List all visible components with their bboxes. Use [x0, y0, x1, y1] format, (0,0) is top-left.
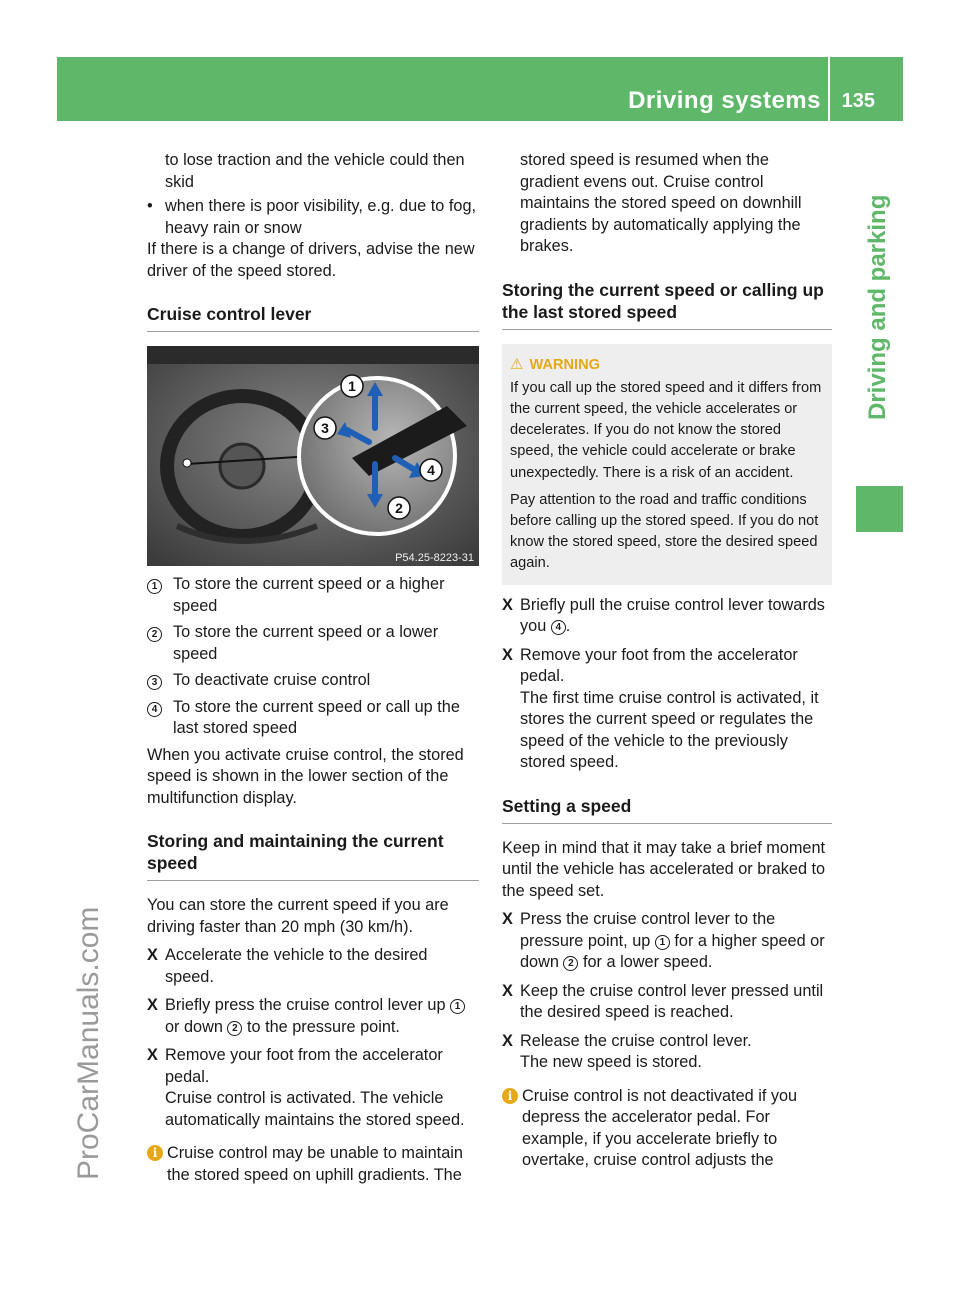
step-text: Briefly press the cruise control lever up [165, 996, 451, 1014]
step-text: for a lower speed. [578, 953, 713, 972]
callout-number: 2 [227, 1021, 242, 1036]
step-item [502, 645, 832, 774]
heading-rule [502, 823, 832, 824]
paragraph: You can store the current speed if you are driving faster than 20 mph (30 km/h). [147, 896, 449, 936]
step-item [502, 595, 832, 638]
watermark: ProCarManuals.com [72, 906, 105, 1180]
legend-text: To deactivate cruise control [173, 671, 371, 689]
paragraph: stored speed is resumed when the gradient evens out. Cruise control maintains the stored speed on downhill gradients by automatically applying the brakes. [520, 151, 802, 255]
legend-item [147, 697, 479, 740]
right-column [502, 150, 832, 1172]
step-marker: X [502, 595, 513, 614]
warning-text: Pay attention to the road and traffic conditions before calling up the stored speed. If you do not know the stored speed, store the desired speed again. [510, 491, 819, 572]
callout-number: 3 [147, 675, 162, 690]
callout-number: 2 [563, 956, 578, 971]
step-result: The first time cruise control is activated, it stores the current speed or regulates the speed of the vehicle to the previously stored speed. [520, 688, 819, 772]
heading: Setting a speed [502, 795, 632, 816]
callout-number: 1 [450, 999, 465, 1014]
step-text: to the pressure point. [242, 1017, 400, 1036]
step-text: Keep the cruise control lever pressed until the desired speed is reached. [520, 981, 824, 1022]
legend-item [147, 670, 479, 692]
figure-callout-1: 1 [348, 378, 356, 394]
section-title: Driving systems [628, 87, 821, 114]
step-text: Accelerate the vehicle to the desired speed. [165, 946, 428, 986]
step-marker: X [502, 910, 513, 929]
figure-callout-3: 3 [321, 420, 329, 436]
legend-item [147, 622, 479, 665]
bullet-text: when there is poor visibility, e.g. due to fog, heavy rain or snow [165, 197, 477, 237]
figure-illustration [147, 346, 479, 566]
info-note [147, 1143, 479, 1186]
step-result: Cruise control is activated. The vehicle automatically maintains the stored speed. [165, 1089, 465, 1129]
step-text: Briefly pull the cruise control lever towards you [520, 595, 825, 636]
left-column [147, 150, 479, 1186]
step-text: . [565, 617, 571, 636]
side-tab-marker [856, 486, 903, 532]
step-item [502, 909, 832, 974]
warning-icon: ⚠ [510, 355, 524, 373]
heading: Storing the current speed or calling up the last stored speed [502, 279, 824, 322]
figure-callout-2: 2 [395, 500, 403, 516]
info-text: Cruise control may be unable to maintain the stored speed on uphill gradients. The [167, 1144, 463, 1184]
paragraph: Keep in mind that it may take a brief moment until the vehicle has accelerated or braked to the speed set. [502, 838, 826, 900]
step-result: The new speed is stored. [520, 1053, 702, 1072]
warning-text: If you call up the stored speed and it differs from the current speed, the vehicle accelerates or decelerates. If you do not know the stored speed, the vehicle could accelerate or brake unexpectedly. There is a risk of an accident. [510, 379, 822, 481]
warning-title: WARNING [529, 356, 600, 373]
callout-number: 1 [655, 935, 670, 950]
step-marker: X [502, 1031, 513, 1050]
figure-callout-4: 4 [427, 462, 435, 478]
bullet-marker: • [147, 197, 153, 215]
heading: Cruise control lever [147, 304, 312, 324]
bullet-item [147, 196, 479, 239]
step-text: Remove your foot from the accelerator pedal. [165, 1046, 443, 1086]
heading-rule [147, 880, 479, 881]
legend-text: To store the current speed or a higher speed [173, 575, 445, 615]
step-text: or down [165, 1017, 228, 1036]
info-icon: i [502, 1088, 518, 1104]
step-text: Release the cruise control lever. [520, 1031, 752, 1050]
step-item [502, 1031, 832, 1074]
step-item [147, 945, 479, 988]
paragraph: to lose traction and the vehicle could then skid [165, 151, 465, 191]
step-marker: X [502, 981, 513, 1000]
callout-number: 1 [147, 579, 162, 594]
info-icon: i [147, 1145, 163, 1161]
step-marker: X [147, 946, 158, 964]
legend-text: To store the current speed or a lower speed [173, 623, 439, 663]
callout-number: 4 [551, 620, 566, 635]
heading: Storing and maintaining the current speed [147, 831, 444, 873]
warning-box [502, 344, 832, 585]
header-separator [828, 57, 830, 121]
step-marker: X [147, 1046, 158, 1064]
step-marker: X [147, 996, 158, 1014]
step-item [147, 1045, 479, 1131]
step-text: Press the cruise control lever to the pressure point, up [520, 910, 776, 950]
info-text: Cruise control is not deactivated if you depress the accelerator pedal. For example, if you accelerate briefly to overtake, cruise control adjusts the [522, 1086, 798, 1170]
callout-number: 2 [147, 627, 162, 642]
side-tab-label: Driving and parking [864, 194, 891, 420]
step-text: Remove your foot from the accelerator pedal. [520, 645, 798, 686]
step-marker: X [502, 645, 513, 664]
paragraph: If there is a change of drivers, advise the new driver of the speed stored. [147, 240, 475, 280]
info-note [502, 1086, 832, 1172]
callout-number: 4 [147, 702, 162, 717]
step-item [147, 995, 479, 1038]
step-item [502, 981, 832, 1024]
heading-rule [147, 331, 479, 332]
figure-code: P54.25-8223-31 [395, 552, 474, 564]
header-bar [57, 57, 903, 121]
page-number: 135 [841, 90, 875, 112]
heading-rule [502, 329, 832, 330]
legend-text: To store the current speed or call up the last stored speed [173, 697, 460, 737]
paragraph: When you activate cruise control, the stored speed is shown in the lower section of the multifunction display. [147, 745, 464, 807]
step-text: for a higher speed or down [520, 931, 825, 972]
legend-item [147, 574, 479, 617]
cruise-control-lever-figure [147, 346, 479, 566]
